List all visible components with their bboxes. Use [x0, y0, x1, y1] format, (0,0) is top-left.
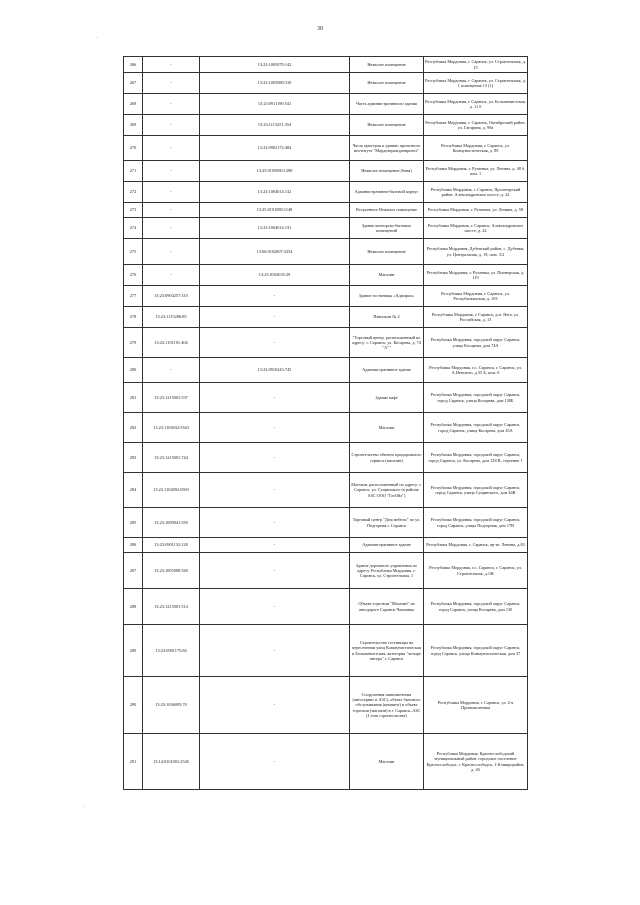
object-name-cell: Часть пристроя к зданию проектного института "Мордовгражданпроект" — [350, 136, 424, 161]
cadastral-number-building-cell: - — [200, 538, 350, 553]
table-row — [124, 358, 528, 383]
object-name-cell: Павильон № 2 — [350, 307, 424, 328]
table-row — [124, 473, 528, 508]
cadastral-number-building-cell: 13:25:0101080:1148 — [200, 203, 350, 218]
row-number-cell: 272 — [124, 182, 143, 203]
scan-mark: · — [84, 805, 86, 810]
object-address-cell: Республика Мордовия, городской округ Саранск, город Саранск, улица Косарева, дом 128Б — [424, 383, 528, 413]
table-row — [124, 677, 528, 734]
cadastral-number-building-cell: - — [200, 734, 350, 790]
object-name-cell: Магазин, расположенный по адресу: г. Саранск, ул. Сущинского (в районе АЗС ООО "ГазОйл") — [350, 473, 424, 508]
object-name-cell: Торговый центр "Дом мебели" по ул. Подгорная г. Саранск — [350, 508, 424, 538]
object-name-cell: Здание гостиницы «Адмирал» — [350, 286, 424, 307]
cadastral-number-building-cell: - — [200, 473, 350, 508]
object-name-cell: Часть административного здания — [350, 94, 424, 115]
cadastral-number-land-cell: - — [143, 358, 200, 383]
cadastral-number-land-cell: 13:23:1101101:404 — [143, 328, 200, 358]
object-address-cell: Республика Мордовия, городской округ Саранск, город Саранск, улица Косарева, дом 130 — [424, 589, 528, 625]
cadastral-number-land-cell: - — [143, 239, 200, 265]
object-address-cell: Республика Мордовия, г. Саранск, ул. Строительная, д. 15 — [424, 57, 528, 73]
table-row — [124, 203, 528, 218]
row-number-cell: 266 — [124, 57, 143, 73]
cadastral-number-building-cell: - — [200, 286, 350, 307]
cadastral-number-building-cell: 13:23:0902172:484 — [200, 136, 350, 161]
row-number-cell: 280 — [124, 358, 143, 383]
object-address-cell: Республика Мордовия, г. Саранск, р.п. Ялга, ул. Российская, д. 13 — [424, 307, 528, 328]
row-number-cell: 289 — [124, 625, 143, 677]
scan-mark: · — [96, 36, 98, 41]
row-number-cell: 285 — [124, 508, 143, 538]
object-name-cell: Нежилое помещение (баня) — [350, 161, 424, 182]
object-address-cell: Республика Мордовия, городской округ Саранск, город Саранск, улица Коммунистическая, дом 37 — [424, 625, 528, 677]
table-row — [124, 383, 528, 413]
cadastral-number-land-cell: - — [143, 203, 200, 218]
row-number-cell: 276 — [124, 265, 143, 286]
object-name-cell: Здание конторско-бытовых помещений — [350, 218, 424, 239]
object-address-cell: Республика Мордовия, г. Саранск, Александровское шоссе, д. 22 — [424, 218, 528, 239]
table-row — [124, 307, 528, 328]
cadastral-number-building-cell: 13:23:0910243:745 — [200, 358, 350, 383]
row-number-cell: 290 — [124, 677, 143, 734]
object-name-cell: Здание кафе — [350, 383, 424, 413]
table-row — [124, 182, 528, 203]
object-name-cell: Магазин — [350, 734, 424, 790]
table-row — [124, 239, 528, 265]
cadastral-number-land-cell: 13:23:1115286:85 — [143, 307, 200, 328]
table-row — [124, 625, 528, 677]
table-row — [124, 589, 528, 625]
object-name-cell: Административное здание — [350, 538, 424, 553]
object-name-cell: Сооружения шиномонтажа (автосервис и АЗС), объект бытового обслуживания (кемпинг) и объект торговли (магазин) в г. Саранск–АЗС (I этап строительства) — [350, 677, 424, 734]
object-address-cell: Республика Мордовия, Дубенский район, с. Дубенки, ул. Центральная, д. 19, пом. 3/2 — [424, 239, 528, 265]
object-name-cell: Объект торговли "Магазин" на автодороге Саранск-Чамзинка — [350, 589, 424, 625]
cadastral-number-land-cell: 13:23:1036095:70 — [143, 677, 200, 734]
cadastral-number-land-cell: - — [143, 94, 200, 115]
cadastral-number-land-cell: 13:23:1215001:537 — [143, 383, 200, 413]
row-number-cell: 274 — [124, 218, 143, 239]
row-number-cell: 273 — [124, 203, 143, 218]
object-address-cell: Республика Мордовия, г. Саранск, Пролетарский район, Александровское шоссе, д. 22 — [424, 182, 528, 203]
cadastral-number-building-cell: 13:25:0102035:29 — [200, 265, 350, 286]
cadastral-number-land-cell: 13:23:0901175:84 — [143, 625, 200, 677]
object-name-cell: Строительство объекта придорожного сервиса (магазин) — [350, 443, 424, 473]
cadastral-number-land-cell: 13:23:1215001:744 — [143, 443, 200, 473]
object-address-cell: Республика Мордовия, г.о. Саранск, г. Саранск, ул. Строительная, д.1Ж — [424, 553, 528, 589]
object-name-cell: Нежилое помещение — [350, 57, 424, 73]
table-row — [124, 508, 528, 538]
table-row — [124, 115, 528, 136]
cadastral-number-building-cell: 13:23:1004014:132 — [200, 182, 350, 203]
object-name-cell: Административно-бытовой корпус — [350, 182, 424, 203]
cadastral-number-building-cell: - — [200, 443, 350, 473]
object-address-cell: Республика Мордовия, г. Рузаевка, ул. Пионерская, д. 119 — [424, 265, 528, 286]
table-row — [124, 328, 528, 358]
object-address-cell: Республика Мордовия, г. Саранск, ул. Республиканская, д. 103 — [424, 286, 528, 307]
cadastral-number-land-cell: 13:23:1104032:5343 — [143, 413, 200, 443]
row-number-cell: 268 — [124, 94, 143, 115]
row-number-cell: 284 — [124, 473, 143, 508]
object-name-cell: "Торговый центр, расположенный по адресу: г. Саранск, ул. Косарева, д. 74 "А"" — [350, 328, 424, 358]
object-address-cell: Республика Мордовия, г. Саранск, ул. Строительная, д. 1 помещение 13 (1) — [424, 73, 528, 94]
table-row — [124, 286, 528, 307]
object-address-cell: Республика Мордовия, г. Рузаевка, ул. Ленина, д. 58 — [424, 203, 528, 218]
row-number-cell: 267 — [124, 73, 143, 94]
object-address-cell: Республика Мордовия, г. Саранск, ул. Коммунистическая, д. 89 — [424, 136, 528, 161]
row-number-cell: 287 — [124, 553, 143, 589]
object-name-cell: Магазин — [350, 413, 424, 443]
cadastral-number-land-cell: - — [143, 136, 200, 161]
table-row — [124, 538, 528, 553]
table-row — [124, 265, 528, 286]
property-registry-table — [123, 56, 528, 790]
object-name-cell: Нежилое помещение — [350, 73, 424, 94]
row-number-cell: 271 — [124, 161, 143, 182]
object-address-cell: Республика Мордовия, городской округ Саранск, город Саранск, ул. Косарева, дом 128 В, строение 1 — [424, 443, 528, 473]
cadastral-number-land-cell: - — [143, 57, 200, 73]
cadastral-number-building-cell: 13:23:1004014:131 — [200, 218, 350, 239]
table-row — [124, 413, 528, 443]
cadastral-number-building-cell: - — [200, 383, 350, 413]
cadastral-number-land-cell: 13:14:0101001:2545 — [143, 734, 200, 790]
cadastral-number-building-cell: 13:06:0102007:3254 — [200, 239, 350, 265]
cadastral-number-land-cell: 13:23:0904257:310 — [143, 286, 200, 307]
row-number-cell: 282 — [124, 413, 143, 443]
object-address-cell: Республика Мордовия, городской округ Саранск, город Саранск, улица Косарева, дом 45А — [424, 413, 528, 443]
object-address-cell: Республика Мордовия, г.о. Саранск, г. Саранск, ул. А.Невского, д.55 Б, пом. 6 — [424, 358, 528, 383]
row-number-cell: 279 — [124, 328, 143, 358]
table-row — [124, 73, 528, 94]
row-number-cell: 269 — [124, 115, 143, 136]
row-number-cell: 278 — [124, 307, 143, 328]
table-row — [124, 553, 528, 589]
table-row — [124, 218, 528, 239]
cadastral-number-building-cell: - — [200, 328, 350, 358]
table-row — [124, 443, 528, 473]
object-address-cell: Республика Мордовия, городской округ Саранск, город Саранск, улица Подгорная, дом 17В — [424, 508, 528, 538]
row-number-cell: 281 — [124, 383, 143, 413]
cadastral-number-building-cell: - — [200, 625, 350, 677]
cadastral-number-building-cell: - — [200, 307, 350, 328]
object-name-cell: Магазин — [350, 265, 424, 286]
cadastral-number-land-cell: 13:23:0901132:128 — [143, 538, 200, 553]
object-name-cell: Строительство гостиницы на пересечении улиц Коммунистическая и Большевистская, категория "четыре звезды" г. Саранск — [350, 625, 424, 677]
table-row — [124, 94, 528, 115]
object-address-cell: Республика Мордовия, г. Саранск, ул. 2-я Промышленная — [424, 677, 528, 734]
object-address-cell: Республика Мордовия, г. Рузаевка, ул. Ленина, д. 48 б, пом. 1 — [424, 161, 528, 182]
cadastral-number-land-cell: - — [143, 218, 200, 239]
row-number-cell: 270 — [124, 136, 143, 161]
object-name-cell: Административное здание — [350, 358, 424, 383]
object-address-cell: Республика Мордовия, городской округ Саранск, улица Косарева, дом 74А — [424, 328, 528, 358]
row-number-cell: 288 — [124, 589, 143, 625]
cadastral-number-building-cell: - — [200, 508, 350, 538]
table-row — [124, 734, 528, 790]
table-row — [124, 57, 528, 73]
row-number-cell: 286 — [124, 538, 143, 553]
cadastral-number-land-cell: - — [143, 161, 200, 182]
cadastral-number-building-cell: 13:23:1005080:310 — [200, 73, 350, 94]
object-address-cell: Республика Мордовия, г. Саранск, ул. Большевистская, д. 11 б — [424, 94, 528, 115]
cadastral-number-building-cell: 13:25:0105080:1288 — [200, 161, 350, 182]
cadastral-number-building-cell: 13:23:0911190:541 — [200, 94, 350, 115]
object-address-cell: Республика Мордовия, г. Саранск, пр-кт. Ленина, д.83 — [424, 538, 528, 553]
cadastral-number-land-cell: - — [143, 115, 200, 136]
cadastral-number-building-cell: - — [200, 589, 350, 625]
cadastral-number-land-cell: - — [143, 265, 200, 286]
cadastral-number-building-cell: - — [200, 553, 350, 589]
object-name-cell: Встроенное Нежилое помещение — [350, 203, 424, 218]
cadastral-number-land-cell: - — [143, 182, 200, 203]
cadastral-number-land-cell: 13:23:1009041:559 — [143, 508, 200, 538]
cadastral-number-land-cell: 13:23:1215001:514 — [143, 589, 200, 625]
cadastral-number-land-cell: - — [143, 73, 200, 94]
row-number-cell: 275 — [124, 239, 143, 265]
object-name-cell: Здание дорожного управления по адресу Республика Мордовия, г. Саранск, ул. Строительная, 1 — [350, 553, 424, 589]
cadastral-number-building-cell: - — [200, 413, 350, 443]
table-row — [124, 136, 528, 161]
cadastral-number-building-cell: 13:23:1113251:354 — [200, 115, 350, 136]
cadastral-number-land-cell: 13:23:1005080:540 — [143, 553, 200, 589]
object-name-cell: Нежилое помещение — [350, 239, 424, 265]
cadastral-number-land-cell: 13:23:1104092:6503 — [143, 473, 200, 508]
cadastral-number-building-cell: 13:23:1005079:142 — [200, 57, 350, 73]
row-number-cell: 283 — [124, 443, 143, 473]
cadastral-number-building-cell: - — [200, 677, 350, 734]
page-number: 30 — [317, 26, 323, 32]
object-address-cell: Республика Мордовия, городской округ Саранск, город Саранск, улица Сущинского, дом 44В — [424, 473, 528, 508]
table-row — [124, 161, 528, 182]
row-number-cell: 277 — [124, 286, 143, 307]
object-address-cell: Республика Мордовия, г. Саранск, Октябрьский район, ул. Гагарина, д. 99а — [424, 115, 528, 136]
object-address-cell: Республика Мордовия, Краснослободский муниципальный район, городское поселение Краснослободск, г. Краснослободск, 1-й микрорайон, д. 26 — [424, 734, 528, 790]
object-name-cell: Нежилое помещение — [350, 115, 424, 136]
row-number-cell: 291 — [124, 734, 143, 790]
